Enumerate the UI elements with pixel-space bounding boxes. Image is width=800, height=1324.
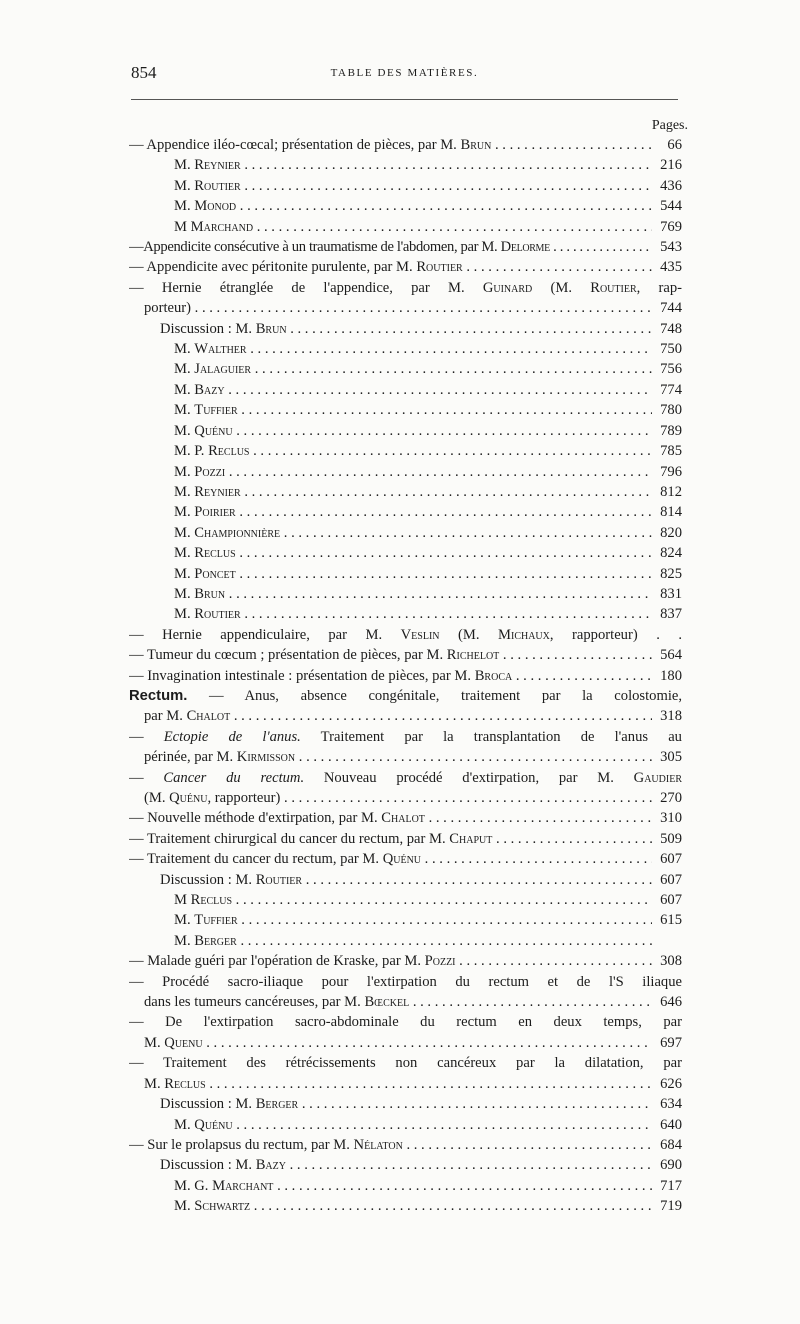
toc-entry: M. Berger . . . — [129, 931, 682, 951]
toc-entry: M. Routier . . . 436 — [129, 176, 682, 196]
toc-entry: M. Walther . . . 750 — [129, 339, 682, 359]
header-rule — [131, 99, 678, 100]
toc-entry: M. Reclus . . . 626 — [129, 1074, 682, 1094]
page-ref: 216 — [660, 157, 682, 174]
toc-entry-line: — Procédé sacro-iliaque pour l'extirpation du rectum et de l'S iliaque — [129, 973, 682, 990]
toc-entry: M. Bazy . . . 774 — [129, 380, 682, 400]
toc-entry: Discussion : M. Bazy . . . 690 — [129, 1155, 682, 1175]
toc-entry: — Traitement du cancer du rectum, par M. Quénu . . . 607 — [129, 849, 682, 869]
page-ref: 318 — [660, 708, 682, 725]
page-ref: 837 — [660, 606, 682, 623]
toc-entry: M. Jalaguier . . . 756 — [129, 359, 682, 379]
toc-entry: M. Routier . . . 837 — [129, 604, 682, 624]
page-ref: 831 — [660, 585, 682, 602]
toc-entry: — Nouvelle méthode d'extirpation, par M. Chalot . . . 310 — [129, 808, 682, 828]
toc-entry: M. G. Marchant . . . 717 — [129, 1176, 682, 1196]
toc-entry-line: — Hernie étranglée de l'appendice, par M. Guinard (M. Routier, rap- — [129, 279, 682, 296]
page-ref: 305 — [660, 749, 682, 766]
page-ref: 509 — [660, 830, 682, 847]
pages-column-label: Pages. — [651, 118, 688, 133]
page-ref: 825 — [660, 565, 682, 582]
toc-entry: M. Poirier . . . 814 — [129, 502, 682, 522]
page-ref: 640 — [660, 1116, 682, 1133]
toc-entry: M. Schwartz . . . 719 — [129, 1196, 682, 1216]
page-ref: 774 — [660, 381, 682, 398]
page-ref: 607 — [660, 851, 682, 868]
toc-entry: — Appendicite avec péritonite purulente, par M. Routier . . . 435 — [129, 257, 682, 277]
page-ref: 690 — [660, 1157, 682, 1174]
toc-entry: M Reclus . . . 607 — [129, 890, 682, 910]
toc-entry: — Traitement chirurgical du cancer du rectum, par M. Chaput . . . 509 — [129, 829, 682, 849]
page-ref: 180 — [660, 667, 682, 684]
page-ref: 607 — [660, 871, 682, 888]
page-ref: 814 — [660, 504, 682, 521]
toc-entry: M. Brun . . . 831 — [129, 584, 682, 604]
toc-entry: dans les tumeurs cancéreuses, par M. Bœckel . . . 646 — [129, 992, 682, 1012]
page-ref: 435 — [660, 259, 682, 276]
page-ref: 820 — [660, 524, 682, 541]
toc-entry: M. Monod . . . 544 — [129, 196, 682, 216]
toc-entry-line: — Ectopie de l'anus. Traitement par la transplantation de l'anus au — [129, 728, 682, 745]
page-ref: 543 — [660, 239, 682, 256]
toc-entry-line: — De l'extirpation sacro-abdominale du rectum en deux temps, par — [129, 1014, 682, 1031]
toc-entry: M. Tuffier . . . 615 — [129, 910, 682, 930]
toc-entry-line: — Cancer du rectum. Nouveau procédé d'extirpation, par M. Gaudier — [129, 769, 682, 786]
toc-entry: —Appendicite consécutive à un traumatisme de l'abdomen, par M. Delorme . . . 543 — [129, 237, 682, 257]
toc-entry: — Tumeur du cœcum ; présentation de pièces, par M. Richelot . . . 564 — [129, 645, 682, 665]
page-ref: 719 — [660, 1198, 682, 1215]
toc-entry: — Malade guéri par l'opération de Kraske, par M. Pozzi . . . 308 — [129, 951, 682, 971]
page-number: 854 — [131, 63, 157, 82]
page-ref: 748 — [660, 320, 682, 337]
page-ref: 310 — [660, 810, 682, 827]
toc-entry: M. Quenu . . . 697 — [129, 1033, 682, 1053]
toc-entry: M. Championnière . . . 820 — [129, 523, 682, 543]
toc-entry: M. Poncet . . . 825 — [129, 564, 682, 584]
page-ref: 436 — [660, 177, 682, 194]
toc-entry: par M. Chalot . . . 318 — [129, 706, 682, 726]
toc-entry: M. Reynier . . . 812 — [129, 482, 682, 502]
toc-entry-line: — Traitement des rétrécissements non cancéreux par la dilatation, par — [129, 1055, 682, 1072]
toc-entry: porteur) . . . 744 — [129, 298, 682, 318]
toc-entry: M. Quénu . . . 789 — [129, 421, 682, 441]
toc-entry: — Invagination intestinale : présentation de pièces, par M. Broca . . . 180 — [129, 666, 682, 686]
toc-entry: M. P. Reclus . . . 785 — [129, 441, 682, 461]
toc-entry: (M. Quénu, rapporteur) . . . 270 — [129, 788, 682, 808]
page-ref: 812 — [660, 483, 682, 500]
page-ref: 750 — [660, 341, 682, 358]
toc-entry-line: Rectum. — Anus, absence congénitale, traitement par la colostomie, — [129, 687, 682, 704]
page-ref: 270 — [660, 790, 682, 806]
page-ref: 308 — [660, 953, 682, 970]
page-ref: 717 — [660, 1177, 682, 1194]
toc-entry: périnée, par M. Kirmisson . . . 305 — [129, 747, 682, 767]
table-of-contents — [129, 135, 682, 1217]
section-heading-rectum: Rectum. — [129, 687, 188, 704]
toc-entry: M. Tuffier . . . 780 — [129, 400, 682, 420]
page-ref: 634 — [660, 1096, 682, 1113]
page-ref: 66 — [667, 137, 682, 153]
page-ref: 697 — [660, 1034, 682, 1051]
page-ref: 564 — [660, 647, 682, 664]
running-title: TABLE DES MATIÈRES. — [330, 67, 479, 79]
page-ref: 769 — [660, 218, 682, 235]
page-ref: 796 — [660, 463, 682, 480]
toc-entry: Discussion : M. Routier . . . 607 — [129, 870, 682, 890]
page-ref: 780 — [660, 402, 682, 419]
toc-entry: M. Reclus . . . 824 — [129, 543, 682, 563]
toc-entry: Discussion : M. Berger . . . 634 — [129, 1094, 682, 1114]
toc-entry: M. Reynier . . . 216 — [129, 155, 682, 175]
toc-entry: Discussion : M. Brun . . . 748 — [129, 319, 682, 339]
page-ref: 684 — [660, 1136, 682, 1153]
page-ref: 789 — [660, 422, 682, 439]
page-ref: 544 — [660, 198, 682, 215]
page-header — [131, 63, 678, 87]
page-ref: 626 — [660, 1075, 682, 1092]
page-ref: 744 — [660, 300, 682, 317]
page-ref: 785 — [660, 443, 682, 460]
toc-entry: M. Pozzi . . . 796 — [129, 462, 682, 482]
page-ref: 607 — [660, 892, 682, 909]
toc-entry: M. Quénu . . . 640 — [129, 1115, 682, 1135]
page-ref: 646 — [660, 994, 682, 1011]
toc-entry: — Appendice iléo-cœcal; présentation de pièces, par M. Brun . . . 66 — [129, 135, 682, 155]
toc-entry: M Marchand . . . 769 — [129, 217, 682, 237]
toc-entry: — Sur le prolapsus du rectum, par M. Nélaton . . . 684 — [129, 1135, 682, 1155]
page-ref: 615 — [660, 912, 682, 929]
page-ref: 824 — [660, 545, 682, 562]
toc-entry-line: — Hernie appendiculaire, par M. Veslin (M. Michaux, rapporteur) . . — [129, 626, 682, 643]
page-ref: 756 — [660, 361, 682, 378]
